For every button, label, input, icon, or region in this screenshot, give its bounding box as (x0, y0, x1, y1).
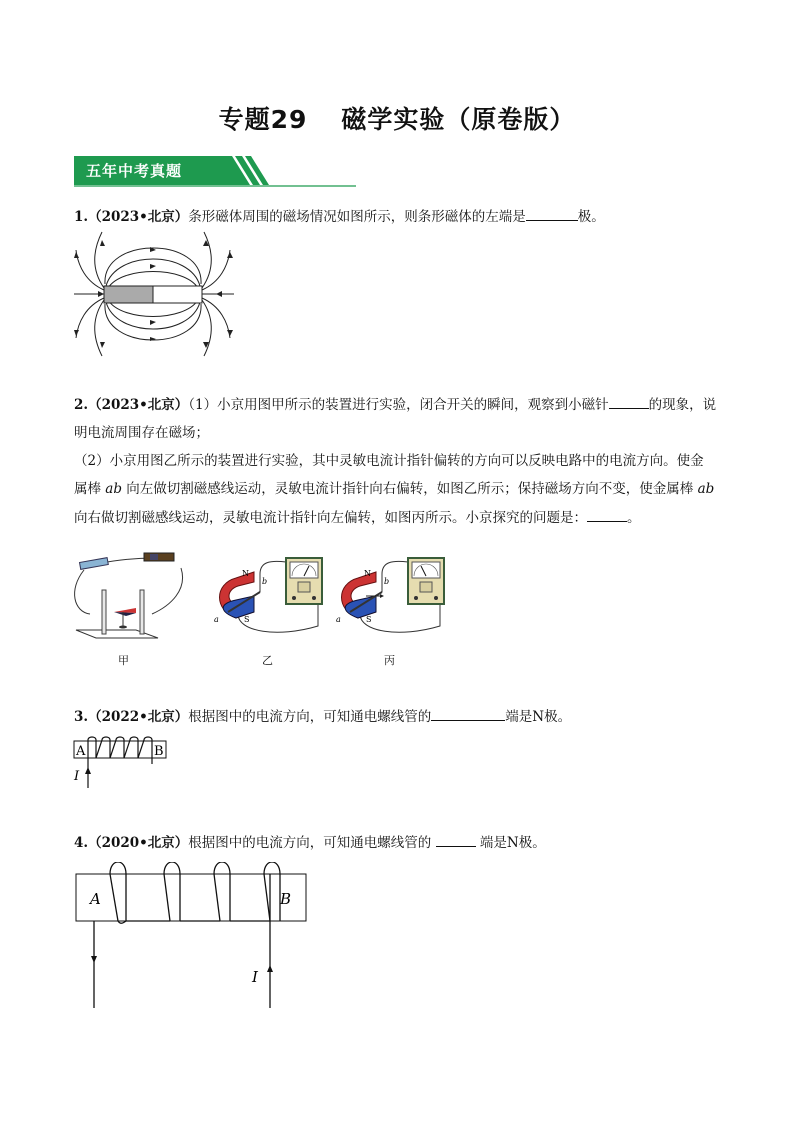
question-4: 4.（2020•北京）根据图中的电流方向，可知通电螺线管的 端是N极。 (74, 832, 546, 853)
rod-label-a: a (336, 615, 341, 624)
caption-bing: 丙 (384, 654, 395, 667)
circuit-figure-jia (66, 550, 186, 645)
rod-label-a: a (214, 615, 219, 624)
pole-label-n: N (242, 569, 249, 578)
solenoid-figure-small (72, 736, 172, 792)
section-label: 五年中考真题 (86, 162, 183, 180)
pole-label-s: S (244, 615, 250, 624)
answer-blank (436, 832, 476, 847)
answer-blank (609, 394, 649, 409)
answer-blank (587, 507, 627, 522)
question-1: 1.（2023•北京）条形磁体周围的磁场情况如图所示，则条形磁体的左端是 极。 (74, 206, 605, 227)
solenoid-figure-large (74, 862, 310, 1010)
end-label-a: A (76, 744, 86, 759)
rod-label-b: b (262, 577, 268, 586)
answer-blank (526, 206, 578, 221)
current-label-i: I (252, 968, 258, 986)
end-label-b: B (280, 890, 292, 908)
galvanometer-figure-yi (208, 552, 326, 642)
rod-label-b: b (384, 577, 390, 586)
question-3: 3.（2022•北京）根据图中的电流方向，可知通电螺线管的 端是N极。 (74, 706, 571, 727)
galvanometer-figure-bing (330, 552, 448, 642)
question-2: 2.（2023•北京）（1）小京用图甲所示的装置进行实验，闭合开关的瞬间，观察到小磁针 的现象，说 明电流周围存在磁场； （2）小京用图乙所示的装置进行实验，其中灵敏电流计指针偏转的方向可以反映电路中的电流方向。使金 属棒 ab 向左做切割磁感线运动，灵敏电流计指针向右偏转，如图乙所示；保持磁场方向不变，使金属棒 ab 向右做切割磁感线运动，灵敏电流计指针向左偏转，如图丙所示。小京探究的问题是： 。 (74, 394, 734, 528)
answer-blank (431, 706, 505, 721)
end-label-b: B (154, 744, 164, 759)
caption-jia: 甲 (118, 654, 129, 667)
page-title: 专题29 磁学实验（原卷版） (218, 105, 576, 134)
pole-label-s: S (366, 615, 372, 624)
bar-magnet-field-figure (72, 228, 238, 360)
caption-yi: 乙 (262, 654, 273, 667)
current-label-i: I (74, 769, 80, 784)
end-label-a: A (90, 890, 101, 908)
pole-label-n: N (364, 569, 371, 578)
